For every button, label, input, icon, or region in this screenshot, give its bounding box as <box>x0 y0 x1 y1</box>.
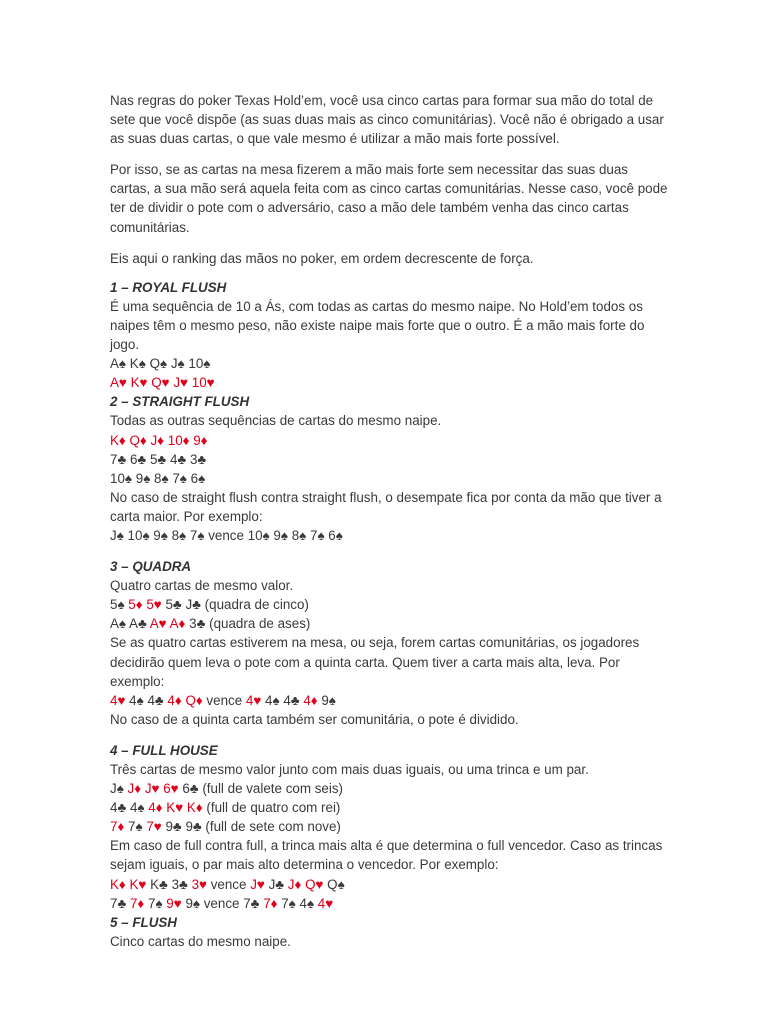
section-text: Quatro cartas de mesmo valor. <box>110 578 294 594</box>
card: 4♥ <box>317 895 334 911</box>
card: 3♣ <box>171 876 188 892</box>
card: 6♠ <box>190 470 206 486</box>
card-line <box>110 779 670 798</box>
card: 4♥ <box>245 692 262 708</box>
card: J♥ <box>144 781 160 797</box>
card: K♥ <box>130 375 148 391</box>
card: 9♦ <box>193 432 208 448</box>
card: 4♠ <box>129 800 145 816</box>
card: 4♠ <box>129 692 144 708</box>
card: 3♥ <box>191 876 207 892</box>
card: 4♣ <box>147 692 164 708</box>
section-text: É uma sequência de 10 a Ás, com todas as cartas do mesmo naipe. No Hold’em todos os naipes têm o mesmo peso, não existe naipe mais forte que o outro. É a mão mais forte do jogo. <box>110 298 645 353</box>
section-text: Em caso de full contra full, a trinca mais alta é que determina o full vencedor. Caso as trincas sejam iguais, o par mais alto determina o vencedor. Por exemplo: <box>110 838 663 873</box>
section-text: Todas as outras sequências de cartas do mesmo naipe. <box>110 413 442 429</box>
card: 7♣ <box>110 451 127 467</box>
card-line <box>110 354 670 373</box>
card-line <box>110 894 670 913</box>
card-line <box>110 431 670 450</box>
card: J♦ <box>150 432 165 448</box>
section-title: 3 – QUADRA <box>110 559 192 575</box>
card-line-note: (quadra de ases) <box>209 616 311 632</box>
card: 9♠ <box>321 692 336 708</box>
card: 5♠ <box>110 597 125 613</box>
section-title: 1 – ROYAL FLUSH <box>110 279 227 295</box>
card-line-note: (quadra de cinco) <box>204 597 309 613</box>
card: 5♥ <box>146 597 162 613</box>
section-text: Três cartas de mesmo valor junto com mais duas iguais, ou uma trinca e um par. <box>110 762 589 777</box>
card-line-note: vence <box>208 527 244 543</box>
card: 9♥ <box>166 895 182 911</box>
card-line <box>110 469 670 488</box>
card: 8♠ <box>154 470 169 486</box>
hand-rankings <box>110 278 670 951</box>
card: J♠ <box>110 527 124 543</box>
card: 6♣ <box>129 451 147 467</box>
card: 10♠ <box>127 527 150 543</box>
card: 10♥ <box>191 375 215 391</box>
section-title: 2 – STRAIGHT FLUSH <box>110 394 250 410</box>
card: 9♠ <box>185 895 200 911</box>
card: 4♣ <box>283 692 300 708</box>
card: J♦ <box>287 876 302 892</box>
card: 4♦ <box>167 692 182 708</box>
card: 6♥ <box>163 781 179 797</box>
card-line <box>110 875 670 894</box>
section-title: 5 – FLUSH <box>110 914 177 930</box>
card: Q♦ <box>129 432 147 448</box>
card-line <box>110 595 670 614</box>
card: Q♥ <box>151 375 170 391</box>
card: K♦ <box>110 876 126 892</box>
card-line-note: vence <box>210 876 247 892</box>
card: 7♥ <box>146 819 162 835</box>
card: 10♠ <box>188 356 211 372</box>
card-line <box>110 526 670 545</box>
card: 7♠ <box>148 895 163 911</box>
card: 9♣ <box>185 819 202 835</box>
card: A♦ <box>169 616 186 632</box>
section-text: Se as quatro cartas estiverem na mesa, ou seja, forem cartas comunitárias, os jogadores decidirão quem leva o pote com a quinta carta. Quem tiver a carta mais alta, leva. Por exemplo: <box>110 635 640 689</box>
intro-paragraph-1: Nas regras do poker Texas Hold’em, você usa cinco cartas para formar sua mão do total de sete que você dispõe (as suas duas mais as cinco comunitárias). Você não é obrigado a usar as suas duas cartas, o que vale mesmo é utilizar a mão mais forte possível. <box>110 93 664 147</box>
article-body <box>110 91 670 951</box>
card-line-note: vence <box>203 895 240 911</box>
card: 6♣ <box>182 781 199 797</box>
card-line <box>110 817 670 836</box>
card: K♣ <box>150 876 168 892</box>
card: J♠ <box>170 356 185 372</box>
card: 7♦ <box>129 895 145 911</box>
card: Q♥ <box>305 876 324 892</box>
card: A♥ <box>110 375 127 391</box>
card: K♥ <box>129 876 147 892</box>
card: 7♦ <box>110 819 125 835</box>
card-line <box>110 373 670 392</box>
card: 8♠ <box>171 527 187 543</box>
card: 3♣ <box>189 616 206 632</box>
intro-paragraph-3: Eis aqui o ranking das mãos no poker, em ordem decrescente de força. <box>110 250 534 266</box>
card: A♠ <box>110 616 127 632</box>
card: 7♣ <box>243 895 260 911</box>
card: J♠ <box>110 781 124 797</box>
section-title: 4 – FULL HOUSE <box>110 742 218 758</box>
card: 5♣ <box>149 451 167 467</box>
card: K♦ <box>110 432 126 448</box>
card: 3♣ <box>189 451 207 467</box>
card: 4♠ <box>299 895 315 911</box>
card: 4♣ <box>169 451 187 467</box>
card: 7♦ <box>263 895 278 911</box>
card: J♥ <box>250 876 265 892</box>
section-text: No caso de straight flush contra straight flush, o desempate fica por conta da mão que tiver a carta maior. Por exemplo: <box>110 489 662 524</box>
card: 6♠ <box>328 527 343 543</box>
card: 8♠ <box>291 527 307 543</box>
card: Q♠ <box>149 356 168 372</box>
card: 7♠ <box>172 470 187 486</box>
card: K♠ <box>129 356 146 372</box>
card: K♦ <box>186 800 203 816</box>
card: Q♠ <box>327 876 345 892</box>
card: 5♦ <box>128 597 143 613</box>
card-line-note: (full de quatro com rei) <box>206 800 341 816</box>
card: J♦ <box>127 781 142 797</box>
card-line-note: (full de valete com seis) <box>202 781 343 797</box>
card: A♣ <box>129 616 147 632</box>
card: 10♠ <box>110 470 133 486</box>
card-line <box>110 691 670 710</box>
card: A♥ <box>149 616 167 632</box>
card: 10♠ <box>247 527 270 543</box>
card: 7♠ <box>189 527 205 543</box>
section-text: No caso de a quinta carta também ser comunitária, o pote é dividido. <box>110 711 519 727</box>
card: 7♣ <box>110 895 127 911</box>
card-line <box>110 614 670 633</box>
card-line-note: (full de sete com nove) <box>205 819 341 835</box>
card: 4♣ <box>110 800 127 816</box>
card: 7♠ <box>310 527 325 543</box>
card-line <box>110 798 670 817</box>
card: Q♦ <box>185 692 203 708</box>
card: 9♣ <box>165 819 182 835</box>
card: 4♦ <box>303 692 318 708</box>
card: J♣ <box>185 597 201 613</box>
card: 9♠ <box>153 527 168 543</box>
card: 10♦ <box>167 432 190 448</box>
section-text: Cinco cartas do mesmo naipe. <box>110 933 291 949</box>
card: 9♠ <box>273 527 288 543</box>
card-line <box>110 450 670 469</box>
card: 4♠ <box>265 692 280 708</box>
card: K♥ <box>166 800 184 816</box>
card: 4♦ <box>148 800 163 816</box>
card: 7♠ <box>281 895 296 911</box>
card: J♣ <box>268 876 285 892</box>
card: 7♠ <box>128 819 143 835</box>
card: 9♠ <box>135 470 151 486</box>
card: 5♣ <box>165 597 182 613</box>
card: J♥ <box>173 375 189 391</box>
intro-paragraph-2: Por isso, se as cartas na mesa fizerem a mão mais forte sem necessitar das suas duas cartas, a sua mão será aquela feita com as cinco cartas comunitárias. Nesse caso, você pode ter de dividir o pote com o adversário, caso a mão dele também venha das cinco cartas comunitárias. <box>110 162 668 235</box>
card-line-note: vence <box>206 692 243 708</box>
card: A♠ <box>110 356 127 372</box>
card: 4♥ <box>110 692 126 708</box>
